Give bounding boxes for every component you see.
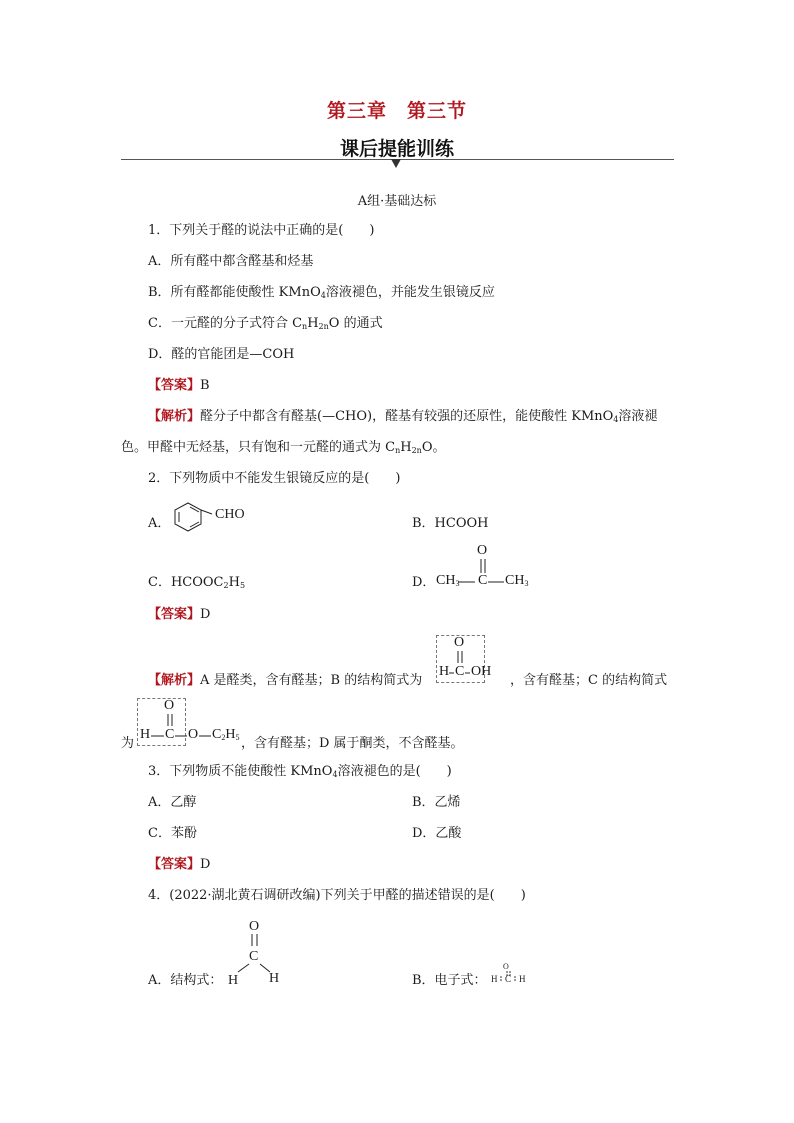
q4-option-a-label: A．结构式： — [148, 973, 223, 988]
formaldehyde-structural-formula — [222, 912, 286, 988]
q2-d-right-methyl: $CH_3$ — [505, 573, 529, 588]
q3-stem: 3．下列物质不能使酸性 KMnO$_4$溶液褪色的是( ) — [148, 764, 452, 779]
chapter-title: 第三章 第三节 — [326, 100, 467, 122]
q2-option-b: B．HCOOH — [412, 516, 489, 531]
q2-stem: 2．下列物质中不能发生银镜反应的是( ) — [148, 471, 401, 486]
aldehyde-group-label: CHO — [215, 507, 245, 522]
q2-d-left-methyl: $CH_3$ — [436, 573, 460, 588]
electron-formula-oxygen: O — [503, 962, 509, 971]
q3-answer: 【答案】D — [148, 857, 211, 872]
formic-acid-hydrogen: H — [439, 664, 450, 679]
q2-d-oxygen: O — [477, 543, 488, 558]
formaldehyde-hydrogen-left: H — [228, 973, 239, 988]
group-heading: A组·基础达标 — [357, 194, 437, 209]
ethyl-formate-ester-oxygen: O — [188, 727, 199, 742]
formic-acid-double-bond — [453, 650, 467, 664]
q2-option-a-label: A． — [148, 516, 171, 531]
q2-option-c: C．$HCOOC_2H_5$ — [148, 575, 246, 590]
formaldehyde-carbon: C — [249, 949, 259, 964]
q2-analysis-line2-b: ，含有醛基；D 属于酮类，不含醛基。 — [241, 736, 464, 751]
q1-analysis-line2: 色。甲醛中无烃基，只有饱和一元醛的通式为 $C_nH_{2n}O$。 — [121, 440, 446, 455]
q2-analysis-line1-b: ，含有醛基；C 的结构简式 — [510, 673, 668, 688]
ethyl-formate-double-bond — [163, 713, 177, 727]
q4-stem: 4．(2022·湖北黄石调研改编)下列关于甲醛的描述错误的是( ) — [148, 888, 526, 903]
formic-acid-hydroxyl: OH — [471, 664, 492, 679]
q1-option-d: D．醛的官能团是—COH — [148, 347, 295, 362]
formaldehyde-hydrogen-right: H — [269, 971, 280, 986]
ethyl-formate-oxygen: O — [164, 698, 175, 713]
q1-option-b: B．所有醛都能使酸性 KMnO$_4$溶液褪色，并能发生银镜反应 — [148, 285, 495, 300]
q2-d-carbon: C — [478, 573, 488, 588]
q3-option-d: D．乙酸 — [412, 826, 462, 841]
q3-option-a: A．乙醇 — [148, 795, 197, 810]
q2-analysis-line1-a: 【解析】A 是醛类，含有醛基；B 的结构简式为 — [148, 673, 423, 688]
formaldehyde-electron-formula — [488, 958, 532, 988]
benzaldehyde-structure — [168, 498, 258, 534]
ethyl-formate-carbon: C — [165, 727, 175, 742]
q4-option-b-label: B．电子式： — [412, 973, 487, 988]
q1-answer: 【答案】B — [148, 378, 210, 393]
q1-option-c: C．一元醛的分子式符合 $C_nH_{2n}O$ 的通式 — [148, 316, 383, 331]
ethyl-group: $C_2H_5$ — [212, 727, 240, 742]
ethyl-formate-hydrogen: H — [140, 727, 151, 742]
formic-acid-carbon: C — [455, 664, 465, 679]
q2-d-double-bond — [476, 558, 490, 574]
page-subtitle: 课后提能训练 — [339, 138, 454, 160]
formic-acid-oxygen: O — [454, 635, 465, 650]
q1-option-a: A．所有醛中都含醛基和烃基 — [148, 254, 314, 269]
q2-option-d-label: D． — [412, 575, 436, 590]
electron-formula-carbon: C — [505, 974, 512, 984]
q1-analysis-line1: 【解析】醛分子中都含有醛基(—CHO)，醛基有较强的还原性，能使酸性 KMnO$_4$溶液褪 — [148, 409, 658, 424]
divider-triangle-icon — [391, 159, 401, 168]
q3-option-b: B．乙烯 — [412, 795, 461, 810]
q2-analysis-line2-a: 为 — [121, 736, 135, 751]
q2-answer: 【答案】D — [148, 607, 211, 622]
q1-stem: 1．下列关于醛的说法中正确的是( ) — [148, 223, 375, 238]
electron-formula-hydrogen-left: H — [491, 974, 498, 984]
electron-formula-hydrogen-right: H — [519, 974, 526, 984]
q3-option-c: C．苯酚 — [148, 826, 197, 841]
formaldehyde-oxygen: O — [249, 919, 260, 934]
